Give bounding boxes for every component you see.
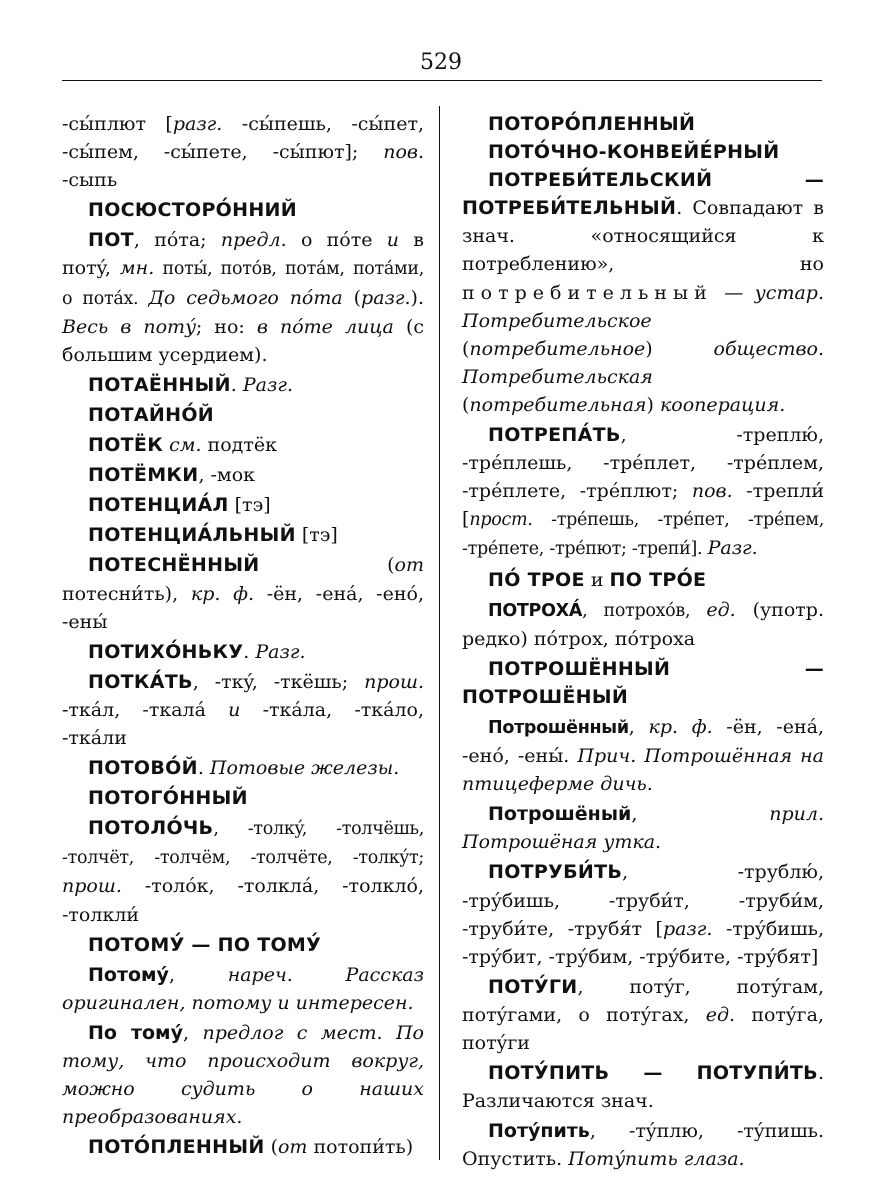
- header-rule: [62, 80, 822, 81]
- entry-pot: ПОТ, по́та; предл. о по́те и в потý, мн. поты́, потóв, потáм, потáми, о потáх. До седьмого по́та (разг.). Весь в потý; но: в по́те лица (с большим усердием).: [62, 229, 425, 366]
- subheadword: Потýпить: [488, 1120, 590, 1143]
- headword: ПОТОЛО́ЧЬ: [88, 817, 214, 840]
- entry-potomu: [62, 931, 424, 959]
- headword: ПОТЕНЦИА́Л: [88, 494, 229, 517]
- subentry-potomu: Потомý, нареч. Рассказ оригинален, потому и интересен.: [62, 963, 424, 1014]
- headword: ПОТРОХА́: [488, 600, 583, 621]
- headword: ПОТЁК: [88, 434, 164, 457]
- headword: ПОТАЁННЫЙ: [88, 373, 231, 396]
- headword: ПОТЕСНЁННЫЙ: [88, 554, 260, 577]
- headword: ПОТРУБИ́ТЬ: [488, 861, 623, 884]
- headword: ПОТОВО́Й: [88, 757, 198, 780]
- headword: ПОТРОШЁННЫЙ — ПОТРОШЁНЫЙ: [462, 657, 824, 708]
- entry-potrokha: ПОТРОХА́, потрохóв, ед. (употр. редко) пóтрох, пóтроха: [462, 598, 824, 650]
- entry-potrepat: ПОТРЕПА́ТЬ, -треплю́, -тре́плешь, -тре́плет, -тре́плем, -тре́плете, -тре́плют; пов. -трепли́ [прост. -тре́пешь, -тре́пет, -тре́пем, -тре́пете, -тре́пют; -трепи́]. Разг.: [462, 424, 825, 560]
- subheadword: По томý: [88, 1021, 183, 1044]
- entry-potaynoy: [62, 401, 424, 429]
- headword: ПОТРЕБИ́ТЕЛЬСКИЙ — ПОТРЕБИ́ТЕЛЬНЫЙ: [462, 169, 824, 220]
- headword: ПОТЕНЦИА́ЛЬНЫЙ: [88, 524, 296, 547]
- subentry-potroshyonyy: Потрошёный, прил. Потрошёная утка.: [462, 803, 824, 854]
- headword: ПОТЁМКИ: [88, 464, 199, 487]
- subentry-potupit: Потýпить, -тýплю, -тýпишь. Опустить. Потýпить глаза.: [462, 1120, 824, 1171]
- headword: ПОТИХО́НЬКУ: [88, 640, 244, 663]
- column-divider: [439, 106, 440, 1160]
- entry-potogonnyy: [62, 784, 424, 812]
- left-column: [62, 110, 424, 1161]
- headword: ПОТУ́ПИТЬ — ПОТУПИ́ТЬ: [488, 1062, 818, 1085]
- headword: ПОТОМУ́ — ПО ТОМУ́: [88, 933, 322, 956]
- entry-potoroplennyy: [462, 110, 824, 138]
- headword: ПОТОРО́ПЛЕННЫЙ: [488, 113, 696, 135]
- right-column: [462, 110, 824, 1173]
- entry-potesnyonnyy: ПОТЕСНЁННЫЙ (от потесни́ть), кр. ф. -ён, -енá, -енó, -ены́: [62, 554, 424, 633]
- entry-potupit: ПОТУ́ПИТЬ — ПОТУПИ́ТЬ. Различаются знач.: [462, 1062, 824, 1113]
- entry-potentsialnyy: ПОТЕНЦИА́ЛЬНЫЙ [тэ]: [88, 524, 338, 547]
- entry-potyomki: ПОТЁМКИ, -мок: [88, 464, 256, 487]
- headword: ПОСЮСТОРО́ННИЙ: [88, 199, 297, 222]
- subheadword: Потомý: [88, 963, 169, 986]
- entry-potrubit: ПОТРУБИ́ТЬ, -трублю́, -трýбишь, -труби́т, -труби́м, -труби́те, -трубя́т [разг. -трýбишь, -трýбит, -трýбим, -трýбите, -трýбят]: [462, 861, 824, 968]
- headword: ПОТО́ЧНО-КОНВЕЙЕ́РНЫЙ: [488, 141, 780, 164]
- entry-potkat: ПОТКА́ТЬ, -ткý, -ткёшь; прош. -ткáл, -ткалá и -ткáла, -ткáло, -ткáли: [62, 670, 424, 749]
- entry-potroshyonnyy: [462, 655, 824, 711]
- entry-potovoy: ПОТОВО́Й. Потовые железы.: [88, 757, 400, 780]
- subheadword: Потрошёный: [488, 803, 632, 826]
- entry-po-troe: ПО́ ТРОЕ и ПО ТРО́Е: [488, 568, 707, 591]
- headword: ПОТРЕПА́ТЬ: [488, 424, 621, 447]
- subheadword: Потрошённый: [488, 717, 629, 738]
- entry-potugi: ПОТУ́ГИ, потýг, потýгам, потýгами, о потýгах, ед. потýга, потýги: [462, 975, 824, 1054]
- entry-potoloch: ПОТОЛО́ЧЬ, -толкý, -толчёшь, -толчёт, -толчём, -толчёте, -толкýт; прош. -толóк, -толклá, -толклó, -толкли́: [62, 817, 424, 926]
- headword: ПОТО́ПЛЕННЫЙ: [88, 1136, 265, 1159]
- entry-potoplennyy: ПОТО́ПЛЕННЫЙ (от потопи́ть): [88, 1136, 414, 1159]
- headword: ПО́ ТРОЕ: [488, 568, 585, 591]
- entry-continuation: -сы́плют [разг. -сы́пешь, -сы́пет, -сы́пем, -сы́пете, -сы́пют]; пов. -сыпь: [62, 113, 424, 192]
- entry-posyustoronniy: [62, 196, 424, 224]
- entry-potikhonku: ПОТИХО́НЬКУ. Разг.: [88, 640, 306, 663]
- subentry-potroshyonnyy: Потрошённый, кр. ф. -ён, -енá, -енó, -ены́. Прич. Потрошённая на птицеферме дичь.: [462, 715, 824, 796]
- subentry-po-tomu: По томý, предлог с мест. По тому, что происходит вокруг, можно судить о наших преобразованиях.: [62, 1021, 424, 1129]
- entry-potyok: ПОТЁК см. подтёк: [88, 434, 277, 457]
- entry-potrebitelskiy: ПОТРЕБИ́ТЕЛЬСКИЙ — ПОТРЕБИ́ТЕЛЬНЫЙ. Совпадают в знач. «относящийся к потреблению», но потребительный — устар. Потребительское (потребительное) общество. Потребительская (потребительная) кооперация.: [462, 169, 824, 416]
- headword: ПОТ: [88, 229, 134, 252]
- headword: ПО ТРО́Е: [609, 568, 707, 591]
- headword: ПОТКА́ТЬ: [88, 670, 193, 693]
- entry-potayonnyy: ПОТАЁННЫЙ. Разг.: [88, 373, 294, 396]
- entry-potochno-konveyernyy: [462, 138, 824, 166]
- headword: ПОТАЙНО́Й: [88, 403, 214, 426]
- headword: ПОТУ́ГИ: [488, 975, 578, 998]
- headword: ПОТОГО́ННЫЙ: [88, 787, 248, 810]
- entry-potentsial: ПОТЕНЦИА́Л [тэ]: [88, 494, 271, 517]
- page-number: 529: [420, 50, 462, 75]
